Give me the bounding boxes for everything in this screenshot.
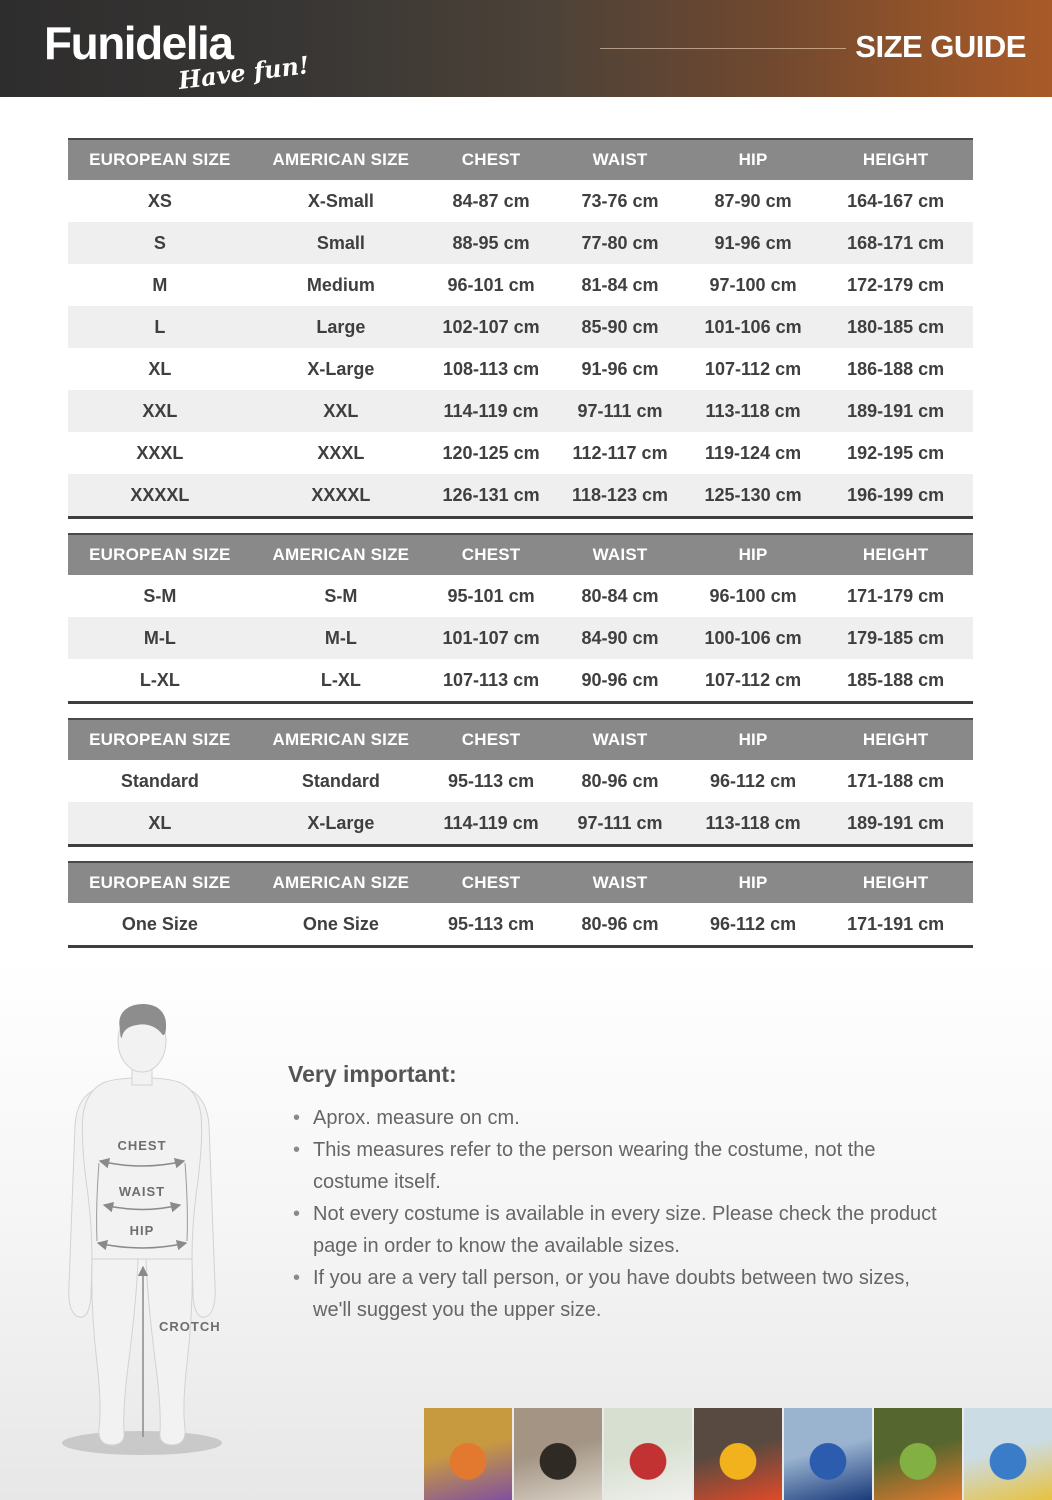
costume-photo-strip [424, 1408, 1052, 1500]
size-cell: 172-179 cm [847, 274, 945, 295]
size-cell: X-Large [252, 802, 430, 846]
size-cell: S-M [143, 585, 177, 606]
important-notes [288, 1061, 943, 1326]
size-cell: 97-111 cm [552, 390, 688, 432]
size-cell: 186-188 cm [847, 358, 945, 379]
size-cell: 179-185 cm [818, 617, 973, 659]
size-cell: 101-107 cm [430, 617, 552, 659]
table-header-row [68, 719, 973, 760]
size-cell: 81-84 cm [581, 274, 659, 295]
star-wars-costumes-photo [514, 1408, 602, 1500]
column-header: HIP [688, 139, 818, 180]
size-cell: L [68, 306, 252, 348]
note-item: • This measures refer to the person wearing the costume, not the costume itself. [288, 1134, 943, 1198]
power-rangers-costumes-photo [604, 1408, 692, 1500]
size-row [68, 659, 973, 703]
size-cell: 91-96 cm [688, 222, 818, 264]
size-cell: XXXXL [68, 474, 252, 518]
note-item: • If you are a very tall person, or you have doubts between two sizes, we'll suggest you the upper size. [288, 1262, 943, 1326]
column-header: CHEST [430, 534, 552, 575]
column-header: EUROPEAN SIZE [68, 534, 252, 575]
column-header: WAIST [552, 862, 688, 903]
blanka-costume-photo [874, 1408, 962, 1500]
size-row [68, 474, 973, 518]
column-header: HIP [688, 719, 818, 760]
waist-label: WAIST [118, 1184, 166, 1199]
size-cell: 113-118 cm [688, 802, 818, 846]
size-cell: 185-188 cm [847, 669, 945, 690]
size-cell: M [152, 274, 168, 295]
size-cell: 96-100 cm [709, 585, 797, 606]
size-row [68, 903, 973, 947]
notes-title: Very important: [288, 1061, 457, 1087]
column-header: AMERICAN SIZE [252, 534, 430, 575]
size-cell: XXL [252, 390, 430, 432]
size-cell: 196-199 cm [818, 474, 973, 518]
size-cell: 120-125 cm [442, 442, 540, 463]
size-cell: 107-112 cm [705, 669, 802, 690]
size-cell: One Size [302, 913, 379, 934]
size-cell: 85-90 cm [552, 306, 688, 348]
size-cell: 164-167 cm [847, 190, 945, 211]
chest-label: CHEST [117, 1138, 167, 1153]
size-cell: 119-124 cm [705, 442, 802, 463]
size-cell: 171-179 cm [847, 585, 945, 606]
column-header: HEIGHT [818, 534, 973, 575]
size-cell: 96-101 cm [447, 274, 535, 295]
header-divider-line [600, 48, 846, 49]
column-header: HEIGHT [818, 862, 973, 903]
table-header-row [68, 139, 973, 180]
measurement-info-section [0, 955, 1052, 1500]
size-row [68, 348, 973, 390]
size-cell: Standard [120, 770, 199, 791]
size-cell: Medium [306, 274, 375, 295]
size-cell: 113-118 cm [688, 390, 818, 432]
column-header: HIP [688, 534, 818, 575]
size-cell: 95-113 cm [448, 913, 535, 934]
page-title: SIZE GUIDE [855, 29, 1026, 64]
size-cell: 107-113 cm [443, 669, 540, 690]
size-row [68, 760, 973, 802]
master-roshi-costume-photo [424, 1408, 512, 1500]
column-header: AMERICAN SIZE [252, 139, 430, 180]
size-cell: M-L [68, 617, 252, 659]
size-cell: 96-112 cm [710, 913, 797, 934]
size-row [68, 306, 973, 348]
smurfs-family-photo [964, 1408, 1052, 1500]
column-header: HEIGHT [818, 719, 973, 760]
size-row [68, 264, 973, 306]
size-cell: 101-106 cm [688, 306, 818, 348]
column-header: CHEST [430, 719, 552, 760]
column-header: WAIST [552, 139, 688, 180]
size-row [68, 222, 973, 264]
table-header-row [68, 862, 973, 903]
size-cell: XS [147, 190, 172, 211]
size-cell: 102-107 cm [430, 306, 552, 348]
column-header: AMERICAN SIZE [252, 862, 430, 903]
brand-tagline: Have fun! [176, 50, 311, 95]
size-cell: 114-119 cm [430, 390, 552, 432]
size-cell: M-L [252, 617, 430, 659]
size-row [68, 180, 973, 222]
size-cell: 107-112 cm [705, 358, 802, 379]
note-item: • Not every costume is available in every size. Please check the product page in order to know the available sizes. [288, 1198, 943, 1262]
size-cell: 84-90 cm [552, 617, 688, 659]
column-header: HIP [688, 862, 818, 903]
size-cell: 168-171 cm [818, 222, 973, 264]
column-header: WAIST [552, 719, 688, 760]
size-cell: 91-96 cm [581, 358, 659, 379]
size-cell: S [68, 222, 252, 264]
size-cell: 180-185 cm [818, 306, 973, 348]
column-header: EUROPEAN SIZE [68, 862, 252, 903]
size-row [68, 432, 973, 474]
size-row [68, 575, 973, 617]
size-cell: Large [252, 306, 430, 348]
size-cell: 77-80 cm [552, 222, 688, 264]
size-cell: 80-96 cm [581, 770, 659, 791]
size-cell: Small [252, 222, 430, 264]
column-header: CHEST [430, 862, 552, 903]
figure-shadow [62, 1431, 222, 1455]
size-cell: 114-119 cm [430, 802, 552, 846]
size-cell: 87-90 cm [714, 190, 792, 211]
size-cell: 95-101 cm [447, 585, 535, 606]
size-row [68, 802, 973, 846]
size-cell: X-Large [307, 358, 375, 379]
size-cell: XXXXL [252, 474, 430, 518]
size-cell: Standard [301, 770, 380, 791]
size-cell: 171-191 cm [847, 913, 945, 934]
size-cell: XL [68, 802, 252, 846]
size-cell: 189-191 cm [818, 390, 973, 432]
pac-man-costumes-photo [694, 1408, 782, 1500]
size-cell: 192-195 cm [847, 442, 945, 463]
size-row [68, 617, 973, 659]
size-cell: 112-117 cm [572, 442, 668, 463]
size-cell: 80-96 cm [581, 913, 659, 934]
size-cell: 84-87 cm [452, 190, 530, 211]
size-cell: L-XL [320, 669, 361, 690]
size-cell: X-Small [307, 190, 374, 211]
size-cell: 108-113 cm [443, 358, 540, 379]
size-cell: 97-100 cm [709, 274, 797, 295]
size-cell: XXXL [136, 442, 184, 463]
column-header: AMERICAN SIZE [252, 719, 430, 760]
column-header: WAIST [552, 534, 688, 575]
notes-list [288, 1102, 943, 1326]
size-cell: 96-112 cm [710, 770, 797, 791]
column-header: CHEST [430, 139, 552, 180]
size-table-adult-letter-sizes [68, 138, 973, 519]
size-cell: One Size [121, 913, 198, 934]
column-header: EUROPEAN SIZE [68, 719, 252, 760]
size-cell: XL [148, 358, 172, 379]
size-row [68, 390, 973, 432]
size-cell: L-XL [139, 669, 180, 690]
size-tables [68, 138, 973, 962]
body-measurement-diagram [40, 997, 245, 1457]
hip-label: HIP [129, 1223, 155, 1238]
brand-name: Funidelia [44, 17, 233, 69]
size-cell: 100-106 cm [688, 617, 818, 659]
size-table-standard-xl-sizes [68, 718, 973, 847]
header-banner [0, 0, 1052, 97]
size-table-combined-sizes [68, 533, 973, 704]
column-header: HEIGHT [818, 139, 973, 180]
size-table-one-size [68, 861, 973, 948]
size-cell: 73-76 cm [581, 190, 659, 211]
column-header: EUROPEAN SIZE [68, 139, 252, 180]
size-cell: 97-111 cm [552, 802, 688, 846]
size-cell: 189-191 cm [818, 802, 973, 846]
size-cell: S-M [324, 585, 358, 606]
size-cell: XXL [68, 390, 252, 432]
crotch-label: CROTCH [159, 1319, 221, 1334]
size-cell: 88-95 cm [430, 222, 552, 264]
size-cell: 80-84 cm [581, 585, 659, 606]
pj-masks-catboy-photo [784, 1408, 872, 1500]
size-cell: XXXL [317, 442, 365, 463]
size-cell: 125-130 cm [688, 474, 818, 518]
size-cell: 126-131 cm [430, 474, 552, 518]
note-item: • Aprox. measure on cm. [288, 1102, 943, 1134]
size-cell: 95-113 cm [448, 770, 535, 791]
table-header-row [68, 534, 973, 575]
size-cell: 118-123 cm [552, 474, 688, 518]
size-cell: 171-188 cm [847, 770, 945, 791]
size-cell: 90-96 cm [581, 669, 659, 690]
